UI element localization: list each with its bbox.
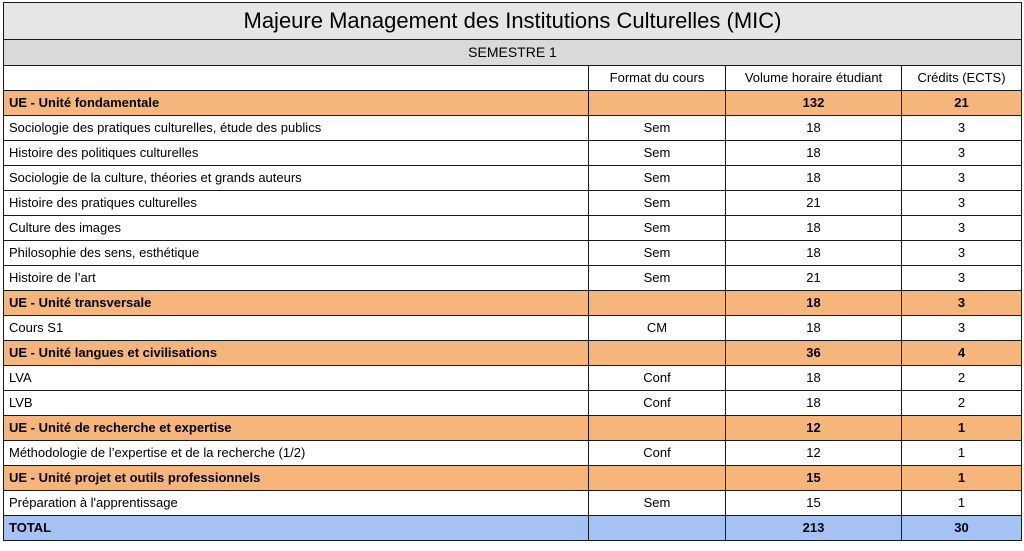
course-row xyxy=(4,441,1022,466)
cell-volume: 18 xyxy=(726,391,902,416)
cell-label: TOTAL xyxy=(4,516,589,541)
cell-credits: 3 xyxy=(902,191,1022,216)
header-volume: Volume horaire étudiant xyxy=(726,66,902,91)
course-row xyxy=(4,166,1022,191)
title-row xyxy=(4,3,1022,40)
cell-credits: 1 xyxy=(902,466,1022,491)
cell-credits: 3 xyxy=(902,116,1022,141)
cell-credits: 4 xyxy=(902,341,1022,366)
cell-volume: 18 xyxy=(726,116,902,141)
cell-credits: 3 xyxy=(902,141,1022,166)
cell-label: Cours S1 xyxy=(4,316,589,341)
page-title: Majeure Management des Institutions Culturelles (MIC) xyxy=(4,3,1022,40)
semester-row xyxy=(4,40,1022,66)
course-row xyxy=(4,316,1022,341)
cell-credits: 30 xyxy=(902,516,1022,541)
cell-volume: 213 xyxy=(726,516,902,541)
cell-format: Sem xyxy=(589,266,726,291)
spreadsheet xyxy=(0,2,1024,551)
header-credits: Crédits (ECTS) xyxy=(902,66,1022,91)
cell-volume: 18 xyxy=(726,366,902,391)
cell-volume: 18 xyxy=(726,216,902,241)
cell-format xyxy=(589,291,726,316)
header-format: Format du cours xyxy=(589,66,726,91)
course-row xyxy=(4,491,1022,516)
cell-credits: 2 xyxy=(902,391,1022,416)
cell-volume: 21 xyxy=(726,191,902,216)
cell-label: LVB xyxy=(4,391,589,416)
course-row xyxy=(4,216,1022,241)
cell-credits: 21 xyxy=(902,91,1022,116)
cell-label: Sociologie des pratiques culturelles, étude des publics xyxy=(4,116,589,141)
cell-label: Histoire de l’art xyxy=(4,266,589,291)
cell-label: Philosophie des sens, esthétique xyxy=(4,241,589,266)
cell-volume: 18 xyxy=(726,291,902,316)
cell-label: UE - Unité transversale xyxy=(4,291,589,316)
course-row xyxy=(4,191,1022,216)
cell-credits: 3 xyxy=(902,266,1022,291)
cell-format xyxy=(589,466,726,491)
cell-format xyxy=(589,516,726,541)
course-row xyxy=(4,241,1022,266)
cell-label: Méthodologie de l’expertise et de la recherche (1/2) xyxy=(4,441,589,466)
cell-format xyxy=(589,341,726,366)
cell-credits: 3 xyxy=(902,241,1022,266)
cell-volume: 18 xyxy=(726,241,902,266)
ue-row xyxy=(4,416,1022,441)
cell-volume: 21 xyxy=(726,266,902,291)
cell-label: Sociologie de la culture, théories et grands auteurs xyxy=(4,166,589,191)
cell-format xyxy=(589,416,726,441)
cell-format: Conf xyxy=(589,366,726,391)
cell-label: UE - Unité de recherche et expertise xyxy=(4,416,589,441)
cell-label: UE - Unité projet et outils professionnels xyxy=(4,466,589,491)
cell-label: Préparation à l'apprentissage xyxy=(4,491,589,516)
cell-volume: 15 xyxy=(726,491,902,516)
cell-format: Sem xyxy=(589,491,726,516)
cell-format: Sem xyxy=(589,116,726,141)
cell-credits: 1 xyxy=(902,491,1022,516)
cell-credits: 3 xyxy=(902,216,1022,241)
cell-format: Sem xyxy=(589,241,726,266)
cell-format: Sem xyxy=(589,166,726,191)
cell-credits: 1 xyxy=(902,441,1022,466)
cell-format: CM xyxy=(589,316,726,341)
total-row xyxy=(4,516,1022,541)
cell-format: Sem xyxy=(589,141,726,166)
cell-volume: 12 xyxy=(726,416,902,441)
course-row xyxy=(4,391,1022,416)
cell-label: UE - Unité langues et civilisations xyxy=(4,341,589,366)
ue-row xyxy=(4,341,1022,366)
cell-label: Histoire des politiques culturelles xyxy=(4,141,589,166)
cell-label: Culture des images xyxy=(4,216,589,241)
cell-format: Conf xyxy=(589,441,726,466)
cell-volume: 36 xyxy=(726,341,902,366)
cell-credits: 2 xyxy=(902,366,1022,391)
ue-row xyxy=(4,91,1022,116)
course-row xyxy=(4,116,1022,141)
cell-volume: 132 xyxy=(726,91,902,116)
ue-row xyxy=(4,466,1022,491)
course-row xyxy=(4,141,1022,166)
cell-credits: 3 xyxy=(902,316,1022,341)
cell-format xyxy=(589,91,726,116)
ue-row xyxy=(4,291,1022,316)
cell-volume: 18 xyxy=(726,316,902,341)
course-row xyxy=(4,266,1022,291)
cell-label: LVA xyxy=(4,366,589,391)
cell-format: Conf xyxy=(589,391,726,416)
semester-label: SEMESTRE 1 xyxy=(4,40,1022,66)
cell-volume: 15 xyxy=(726,466,902,491)
cell-format: Sem xyxy=(589,216,726,241)
cell-volume: 18 xyxy=(726,141,902,166)
cell-volume: 18 xyxy=(726,166,902,191)
cell-volume: 12 xyxy=(726,441,902,466)
course-row xyxy=(4,366,1022,391)
cell-credits: 3 xyxy=(902,166,1022,191)
cell-label: Histoire des pratiques culturelles xyxy=(4,191,589,216)
header-row xyxy=(4,66,1022,91)
cell-format: Sem xyxy=(589,191,726,216)
header-course xyxy=(4,66,589,91)
curriculum-table xyxy=(3,2,1022,541)
cell-label: UE - Unité fondamentale xyxy=(4,91,589,116)
cell-credits: 3 xyxy=(902,291,1022,316)
cell-credits: 1 xyxy=(902,416,1022,441)
